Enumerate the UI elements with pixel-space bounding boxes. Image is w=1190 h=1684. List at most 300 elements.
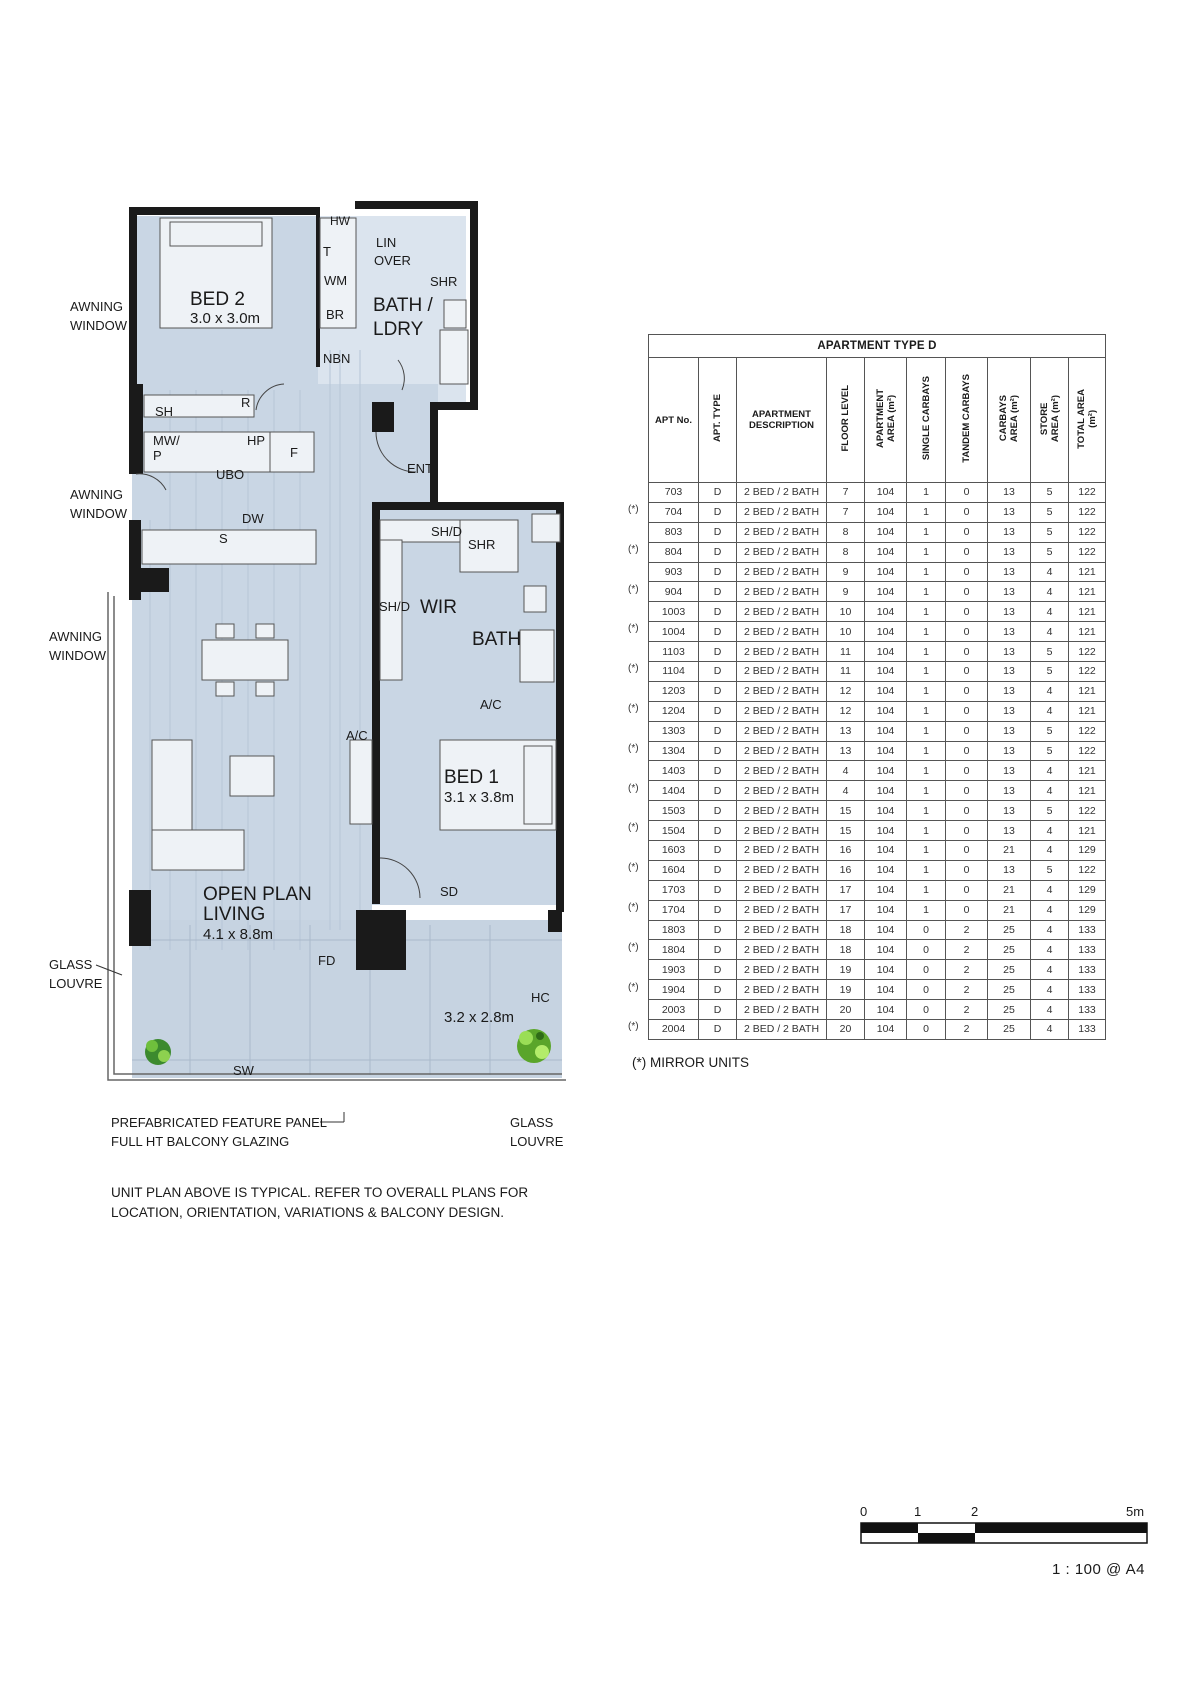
bath1-toilet [444, 300, 466, 328]
header-apt-type: APT. TYPE [699, 358, 737, 483]
table-cell-tandem: 0 [946, 662, 988, 682]
table-cell-desc: 2 BED / 2 BATH [737, 801, 827, 821]
table-cell-tandem: 2 [946, 940, 988, 960]
over-label: OVER [374, 253, 411, 268]
table-cell-area: 104 [865, 781, 907, 801]
table-row [649, 542, 1106, 562]
table-cell-total: 122 [1069, 662, 1106, 682]
table-cell-apt: 1804 [649, 940, 699, 960]
table-cell-carbay: 25 [988, 1000, 1031, 1020]
table-cell-single: 1 [907, 522, 946, 542]
nbn-label: NBN [323, 351, 351, 366]
mirror-mark: (*) [628, 623, 639, 635]
table-cell-store: 4 [1031, 582, 1069, 602]
mirror-units-note: (*) MIRROR UNITS [632, 1055, 749, 1070]
table-cell-tandem: 0 [946, 860, 988, 880]
table-cell-total: 133 [1069, 920, 1106, 940]
glass-louvre-left-a: GLASS [49, 957, 93, 972]
mirror-mark: (*) [628, 981, 639, 993]
table-cell-floor: 20 [827, 1000, 865, 1020]
table-cell-type: D [699, 483, 737, 503]
table-row [649, 940, 1106, 960]
bed2-label: BED 2 [190, 289, 245, 310]
table-cell-floor: 16 [827, 860, 865, 880]
table-cell-tandem: 0 [946, 602, 988, 622]
table-cell-area: 104 [865, 522, 907, 542]
table-cell-desc: 2 BED / 2 BATH [737, 483, 827, 503]
table-cell-tandem: 0 [946, 502, 988, 522]
bed1-pillows [524, 746, 552, 824]
scale-ratio: 1 : 100 @ A4 [1052, 1561, 1145, 1578]
table-cell-area: 104 [865, 980, 907, 1000]
table-cell-floor: 13 [827, 721, 865, 741]
table-cell-carbay: 21 [988, 841, 1031, 861]
table-row [649, 1000, 1106, 1020]
table-cell-area: 104 [865, 841, 907, 861]
chair-1 [216, 624, 234, 638]
table-cell-total: 121 [1069, 582, 1106, 602]
table-cell-type: D [699, 681, 737, 701]
table-cell-total: 121 [1069, 681, 1106, 701]
ubo-label: UBO [216, 467, 245, 482]
table-cell-single: 1 [907, 721, 946, 741]
table-cell-single: 1 [907, 860, 946, 880]
table-cell-single: 1 [907, 662, 946, 682]
table-cell-apt: 803 [649, 522, 699, 542]
mirror-mark: (*) [628, 663, 639, 675]
table-cell-tandem: 0 [946, 681, 988, 701]
table-cell-store: 4 [1031, 920, 1069, 940]
table-cell-desc: 2 BED / 2 BATH [737, 622, 827, 642]
table-cell-carbay: 25 [988, 940, 1031, 960]
table-cell-apt: 1504 [649, 821, 699, 841]
living-dimensions: 4.1 x 8.8m [203, 926, 274, 943]
header-tandem-carbays: TANDEM CARBAYS [946, 358, 988, 483]
table-cell-apt: 1304 [649, 741, 699, 761]
table-cell-store: 4 [1031, 880, 1069, 900]
table-cell-single: 1 [907, 701, 946, 721]
table-cell-single: 1 [907, 582, 946, 602]
table-cell-store: 4 [1031, 781, 1069, 801]
table-cell-store: 4 [1031, 562, 1069, 582]
table-cell-apt: 703 [649, 483, 699, 503]
table-cell-desc: 2 BED / 2 BATH [737, 542, 827, 562]
table-cell-single: 1 [907, 622, 946, 642]
table-cell-total: 122 [1069, 542, 1106, 562]
table-cell-desc: 2 BED / 2 BATH [737, 642, 827, 662]
table-cell-carbay: 13 [988, 582, 1031, 602]
bath2-toilet [524, 586, 546, 612]
table-cell-apt: 1404 [649, 781, 699, 801]
sd-label: SD [440, 884, 459, 899]
table-cell-type: D [699, 721, 737, 741]
table-row [649, 860, 1106, 880]
table-cell-desc: 2 BED / 2 BATH [737, 761, 827, 781]
table-cell-tandem: 0 [946, 801, 988, 821]
table-cell-carbay: 21 [988, 880, 1031, 900]
table-cell-area: 104 [865, 900, 907, 920]
table-cell-desc: 2 BED / 2 BATH [737, 562, 827, 582]
table-cell-floor: 19 [827, 980, 865, 1000]
table-cell-apt: 1203 [649, 681, 699, 701]
table-cell-type: D [699, 701, 737, 721]
table-cell-total: 122 [1069, 522, 1106, 542]
table-cell-total: 122 [1069, 642, 1106, 662]
header-total-area: TOTAL AREA (m²) [1069, 358, 1106, 483]
table-cell-area: 104 [865, 860, 907, 880]
table-cell-floor: 15 [827, 821, 865, 841]
table-cell-area: 104 [865, 562, 907, 582]
table-cell-carbay: 13 [988, 542, 1031, 562]
table-row [649, 721, 1106, 741]
table-cell-single: 0 [907, 1000, 946, 1020]
table-cell-floor: 17 [827, 880, 865, 900]
table-cell-apt: 1604 [649, 860, 699, 880]
table-cell-desc: 2 BED / 2 BATH [737, 582, 827, 602]
table-cell-total: 122 [1069, 483, 1106, 503]
table-cell-type: D [699, 562, 737, 582]
table-cell-store: 4 [1031, 841, 1069, 861]
table-cell-tandem: 2 [946, 920, 988, 940]
table-cell-type: D [699, 542, 737, 562]
chair-3 [216, 682, 234, 696]
table-cell-apt: 1503 [649, 801, 699, 821]
glass-louvre-right-b: LOUVRE [510, 1134, 564, 1149]
ac-bed-label: A/C [480, 697, 502, 712]
table-cell-area: 104 [865, 681, 907, 701]
bed1-dimensions: 3.1 x 3.8m [444, 789, 515, 806]
table-cell-desc: 2 BED / 2 BATH [737, 880, 827, 900]
table-cell-tandem: 0 [946, 741, 988, 761]
table-cell-floor: 16 [827, 841, 865, 861]
table-cell-carbay: 13 [988, 562, 1031, 582]
bed2-dimensions: 3.0 x 3.0m [190, 310, 261, 327]
table-row [649, 502, 1106, 522]
notes-line-2: LOCATION, ORIENTATION, VARIATIONS & BALCONY DESIGN. [111, 1205, 505, 1220]
table-row [649, 1020, 1106, 1040]
table-cell-single: 0 [907, 920, 946, 940]
awning-window-3-a: AWNING [49, 629, 102, 644]
table-cell-area: 104 [865, 622, 907, 642]
table-row [649, 781, 1106, 801]
mirror-mark: (*) [628, 822, 639, 834]
bath1-vanity [440, 330, 468, 384]
table-cell-single: 1 [907, 781, 946, 801]
table-cell-desc: 2 BED / 2 BATH [737, 741, 827, 761]
table-cell-single: 1 [907, 880, 946, 900]
table-cell-type: D [699, 1020, 737, 1040]
table-cell-single: 1 [907, 761, 946, 781]
table-cell-type: D [699, 920, 737, 940]
table-cell-area: 104 [865, 940, 907, 960]
awning-window-2-a: AWNING [70, 487, 123, 502]
ent-label: ENT [407, 461, 433, 476]
table-cell-store: 5 [1031, 642, 1069, 662]
table-cell-apt: 1204 [649, 701, 699, 721]
table-cell-total: 133 [1069, 960, 1106, 980]
table-cell-carbay: 13 [988, 622, 1031, 642]
table-cell-desc: 2 BED / 2 BATH [737, 721, 827, 741]
table-cell-type: D [699, 622, 737, 642]
shd-top-label: SH/D [431, 524, 463, 539]
table-cell-apt: 1903 [649, 960, 699, 980]
mirror-mark: (*) [628, 702, 639, 714]
table-cell-desc: 2 BED / 2 BATH [737, 662, 827, 682]
plant-left-icon [145, 1039, 171, 1065]
table-cell-type: D [699, 741, 737, 761]
table-cell-total: 121 [1069, 562, 1106, 582]
table-cell-desc: 2 BED / 2 BATH [737, 900, 827, 920]
table-cell-type: D [699, 940, 737, 960]
table-cell-floor: 9 [827, 582, 865, 602]
table-cell-tandem: 0 [946, 761, 988, 781]
storage-box [532, 514, 560, 542]
header-store-area: STORE AREA (m²) [1031, 358, 1069, 483]
balcony-dimensions: 3.2 x 2.8m [444, 1009, 515, 1026]
table-cell-total: 121 [1069, 701, 1106, 721]
bath2-vanity [520, 630, 554, 682]
table-cell-store: 5 [1031, 483, 1069, 503]
mirror-mark: (*) [628, 901, 639, 913]
notes-line-1: UNIT PLAN ABOVE IS TYPICAL. REFER TO OVERALL PLANS FOR [111, 1185, 529, 1200]
table-cell-total: 122 [1069, 801, 1106, 821]
mirror-mark: (*) [628, 1021, 639, 1033]
table-cell-carbay: 13 [988, 781, 1031, 801]
table-cell-area: 104 [865, 821, 907, 841]
table-cell-single: 0 [907, 960, 946, 980]
table-cell-type: D [699, 841, 737, 861]
table-cell-apt: 1904 [649, 980, 699, 1000]
table-cell-carbay: 13 [988, 701, 1031, 721]
table-cell-tandem: 0 [946, 622, 988, 642]
table-cell-single: 1 [907, 741, 946, 761]
table-cell-apt: 1003 [649, 602, 699, 622]
hp-label: HP [247, 433, 266, 448]
table-cell-area: 104 [865, 761, 907, 781]
awning-window-2-b: WINDOW [70, 506, 128, 521]
table-cell-store: 4 [1031, 622, 1069, 642]
table-cell-store: 5 [1031, 721, 1069, 741]
mirror-mark: (*) [628, 742, 639, 754]
table-cell-tandem: 0 [946, 483, 988, 503]
s-label: S [219, 531, 228, 546]
table-cell-type: D [699, 502, 737, 522]
table-cell-total: 121 [1069, 761, 1106, 781]
glass-louvre-left-b: LOUVRE [49, 976, 103, 991]
table-cell-carbay: 13 [988, 721, 1031, 741]
table-cell-area: 104 [865, 801, 907, 821]
table-row [649, 662, 1106, 682]
table-cell-store: 5 [1031, 522, 1069, 542]
br-label: BR [326, 307, 345, 322]
table-cell-floor: 20 [827, 1020, 865, 1040]
wir-label: WIR [420, 597, 457, 618]
island-bench [142, 530, 316, 564]
mirror-mark: (*) [628, 941, 639, 953]
floor-plan [0, 0, 600, 1180]
chair-4 [256, 682, 274, 696]
table-cell-floor: 18 [827, 920, 865, 940]
table-cell-tandem: 0 [946, 562, 988, 582]
table-cell-apt: 1603 [649, 841, 699, 861]
table-cell-area: 104 [865, 721, 907, 741]
table-title: APARTMENT TYPE D [649, 335, 1106, 358]
table-cell-floor: 7 [827, 502, 865, 522]
bath-label: BATH [472, 629, 522, 650]
living-label-2: LIVING [203, 904, 266, 925]
table-cell-carbay: 13 [988, 821, 1031, 841]
table-cell-total: 121 [1069, 781, 1106, 801]
lin-label: LIN [376, 235, 397, 250]
tv-unit [350, 740, 372, 824]
table-row [649, 900, 1106, 920]
table-cell-store: 5 [1031, 860, 1069, 880]
table-cell-area: 104 [865, 542, 907, 562]
table-cell-desc: 2 BED / 2 BATH [737, 602, 827, 622]
table-cell-store: 4 [1031, 1000, 1069, 1020]
table-cell-total: 129 [1069, 900, 1106, 920]
awning-window-1-b: WINDOW [70, 318, 128, 333]
table-cell-floor: 4 [827, 761, 865, 781]
shd-left-label: SH/D [379, 599, 411, 614]
table-cell-store: 5 [1031, 502, 1069, 522]
table-cell-floor: 10 [827, 602, 865, 622]
table-cell-area: 104 [865, 1020, 907, 1040]
hw-label: HW [330, 214, 350, 228]
table-cell-total: 122 [1069, 741, 1106, 761]
table-cell-floor: 12 [827, 701, 865, 721]
fd-label: FD [318, 953, 336, 968]
shr-top-label: SHR [430, 274, 458, 289]
table-cell-tandem: 2 [946, 960, 988, 980]
plant-right-icon [517, 1029, 551, 1063]
table-cell-apt: 704 [649, 502, 699, 522]
coffee-table [230, 756, 274, 796]
table-cell-store: 4 [1031, 900, 1069, 920]
table-cell-store: 4 [1031, 940, 1069, 960]
scale-tick-5: 5m [1126, 1504, 1145, 1519]
table-row [649, 642, 1106, 662]
table-row [649, 821, 1106, 841]
table-cell-apt: 1803 [649, 920, 699, 940]
wm-label: WM [324, 273, 348, 288]
table-cell-single: 1 [907, 502, 946, 522]
table-cell-type: D [699, 761, 737, 781]
table-row [649, 483, 1106, 503]
table-cell-single: 1 [907, 483, 946, 503]
table-cell-type: D [699, 801, 737, 821]
table-cell-carbay: 25 [988, 980, 1031, 1000]
table-cell-tandem: 2 [946, 980, 988, 1000]
bath-ldry-label-2: LDRY [373, 319, 424, 340]
table-cell-floor: 10 [827, 622, 865, 642]
ac-living-label: A/C [346, 728, 368, 743]
table-cell-total: 122 [1069, 502, 1106, 522]
table-cell-floor: 8 [827, 522, 865, 542]
header-description: APARTMENT DESCRIPTION [737, 358, 827, 483]
table-cell-carbay: 25 [988, 920, 1031, 940]
table-cell-desc: 2 BED / 2 BATH [737, 980, 827, 1000]
table-cell-single: 0 [907, 980, 946, 1000]
shr-bath-label: SHR [468, 537, 496, 552]
table-cell-type: D [699, 1000, 737, 1020]
sofa-return [152, 830, 244, 870]
table-cell-total: 122 [1069, 860, 1106, 880]
scale-tick-2: 2 [971, 1504, 979, 1519]
table-cell-single: 1 [907, 602, 946, 622]
table-cell-area: 104 [865, 602, 907, 622]
table-cell-area: 104 [865, 880, 907, 900]
table-cell-carbay: 13 [988, 662, 1031, 682]
table-cell-desc: 2 BED / 2 BATH [737, 940, 827, 960]
table-cell-apt: 1104 [649, 662, 699, 682]
table-cell-floor: 9 [827, 562, 865, 582]
table-row [649, 880, 1106, 900]
table-cell-desc: 2 BED / 2 BATH [737, 522, 827, 542]
table-cell-total: 133 [1069, 980, 1106, 1000]
table-cell-type: D [699, 642, 737, 662]
table-row [649, 980, 1106, 1000]
table-cell-total: 121 [1069, 622, 1106, 642]
table-cell-desc: 2 BED / 2 BATH [737, 701, 827, 721]
scale-tick-0: 0 [860, 1504, 868, 1519]
prefab-panel-label: PREFABRICATED FEATURE PANEL [111, 1115, 327, 1130]
table-cell-floor: 15 [827, 801, 865, 821]
awning-window-1-a: AWNING [70, 299, 123, 314]
table-row [649, 681, 1106, 701]
table-cell-apt: 904 [649, 582, 699, 602]
table-cell-type: D [699, 860, 737, 880]
table-row [649, 562, 1106, 582]
table-row [649, 741, 1106, 761]
table-cell-tandem: 0 [946, 880, 988, 900]
table-row [649, 582, 1106, 602]
table-row [649, 622, 1106, 642]
table-cell-tandem: 2 [946, 1000, 988, 1020]
table-cell-floor: 13 [827, 741, 865, 761]
table-cell-desc: 2 BED / 2 BATH [737, 821, 827, 841]
table-cell-floor: 8 [827, 542, 865, 562]
table-cell-floor: 18 [827, 940, 865, 960]
table-row [649, 801, 1106, 821]
table-cell-type: D [699, 980, 737, 1000]
table-cell-tandem: 0 [946, 900, 988, 920]
table-cell-tandem: 0 [946, 841, 988, 861]
bed2-pillows [170, 222, 262, 246]
table-cell-carbay: 13 [988, 502, 1031, 522]
table-cell-carbay: 21 [988, 900, 1031, 920]
table-cell-floor: 12 [827, 681, 865, 701]
table-cell-single: 0 [907, 1020, 946, 1040]
header-apartment-area: APARTMENT AREA (m²) [865, 358, 907, 483]
table-cell-apt: 1704 [649, 900, 699, 920]
table-cell-apt: 2004 [649, 1020, 699, 1040]
header-floor-level: FLOOR LEVEL [827, 358, 865, 483]
table-cell-area: 104 [865, 642, 907, 662]
table-cell-total: 133 [1069, 940, 1106, 960]
bath-ldry-label-1: BATH / [373, 295, 433, 316]
table-body [649, 483, 1106, 1040]
bed1-label: BED 1 [444, 767, 499, 788]
table-cell-type: D [699, 522, 737, 542]
table-cell-area: 104 [865, 960, 907, 980]
table-cell-floor: 17 [827, 900, 865, 920]
hc-label: HC [531, 990, 550, 1005]
sw-label: SW [233, 1063, 254, 1078]
table-cell-type: D [699, 662, 737, 682]
table-cell-type: D [699, 821, 737, 841]
table-cell-tandem: 0 [946, 522, 988, 542]
